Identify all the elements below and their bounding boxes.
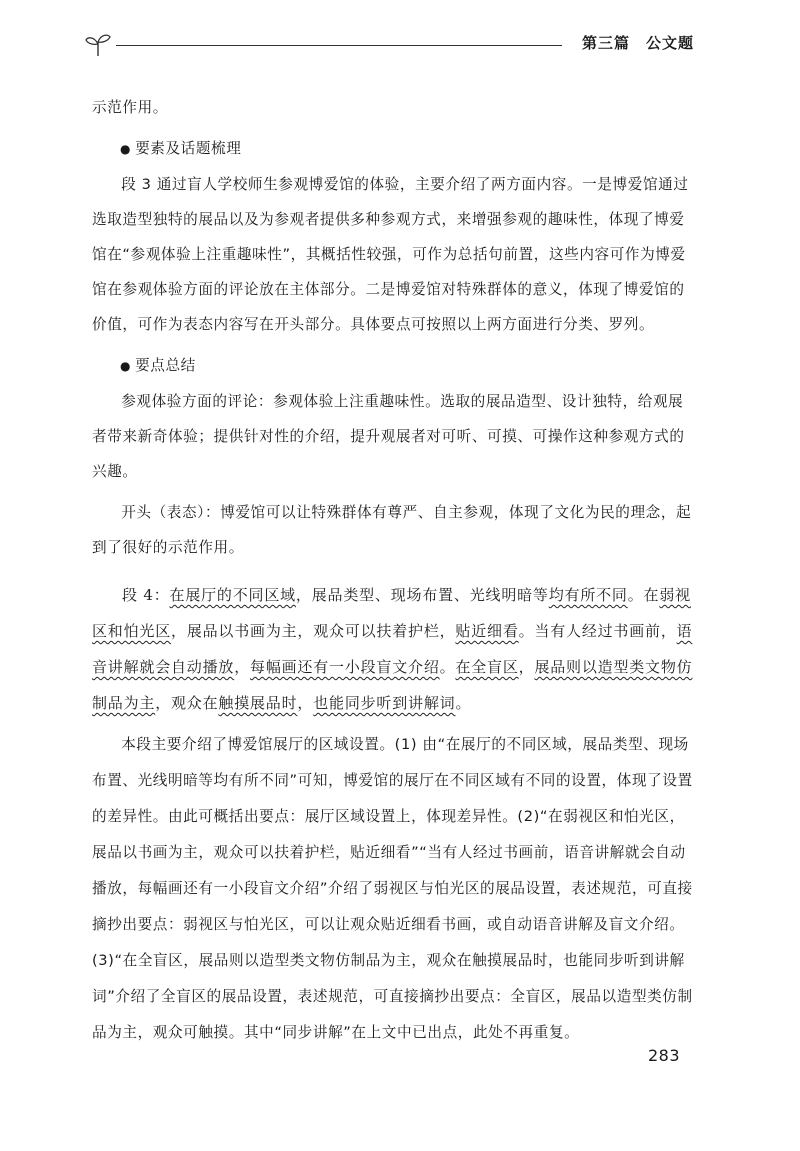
bullet-heading-summary: ● 要点总结 [120, 357, 196, 374]
page-content [92, 90, 696, 1051]
underlined-phrase: 每幅画还有一小段盲文介绍 [250, 658, 440, 676]
page-number: 283 [648, 1046, 681, 1065]
paragraph-opening: 开头（表态）：博爱馆可以让特殊群体有尊严、自主参观，体现了文化为民的理念，起到了很好的示范作用。 [92, 504, 692, 556]
underlined-phrase: 在展厅的不同区域 [169, 586, 296, 604]
underlined-phrase: 贴近细看 [455, 622, 519, 640]
underlined-phrase: 语音讲解就会自动播放 [92, 622, 693, 676]
chapter-title: 第三篇 公文题 [581, 34, 694, 52]
header-rule-end [544, 45, 562, 46]
bullet-dot-icon: ● [120, 359, 132, 373]
paragraph-elements-analysis: 段 3 通过盲人学校师生参观博爱馆的体验，主要介绍了两方面内容。一是博爱馆通过选取造型独特的展品以及为参观者提供多种参观方式，来增强参观的趣味性，体现了博爱馆在“参观体验上注重趣味性”，其概括性较强，可作为总括句前置，这些内容可作为博爱馆在参观体验方面的评论放在主体部分。二是博爱馆对特殊群体的意义，体现了博爱馆的价值，可作为表态内容写在开头部分。具体要点可按照以上两方面进行分类、罗列。 [92, 176, 689, 333]
bullet-dot-icon: ● [120, 142, 132, 156]
paragraph-summary: 参观体验方面的评论：参观体验上注重趣味性。选取的展品造型、设计独特，给观展者带来新奇体验；提供针对性的介绍，提升观展者对可听、可摸、可操作这种参观方式的兴趣。 [92, 393, 685, 480]
sprout-icon [84, 30, 112, 58]
underlined-phrase: 均有所不同 [548, 586, 628, 604]
underlined-phrase: 展品则以造型类文物仿制品为主 [92, 658, 693, 712]
page-header [84, 28, 694, 58]
bullet-heading-elements: ● 要素及话题梳理 [120, 140, 242, 157]
paragraph-continuation: 示范作用。 [92, 99, 168, 116]
underlined-phrase: 触摸展品时 [218, 694, 298, 712]
header-rule [116, 45, 544, 46]
underlined-phrase: 在全盲区 [455, 658, 519, 676]
underlined-phrase: 也能同步听到讲解词 [313, 694, 456, 712]
paragraph-segment-4-analysis: 本段主要介绍了博爱馆展厅的区域设置。(1) 由“在展厅的不同区域，展品类型、现场布置、光线明暗等均有所不同”可知，博爱馆的展厅在不同区域有不同的设置，体现了设置的差异性。由此可概括出要点：展厅区域设置上，体现差异性。(2)“在弱视区和怕光区，展品以书画为主，观众可以扶着护栏，贴近细看”“当有人经过书画前，语音讲解就会自动播放，每幅画还有一小段盲文介绍”介绍了弱视区与怕光区的展品设置，表述规范，可直接摘抄出要点：弱视区与怕光区，可以让观众贴近细看书画，或自动语音讲解及盲文介绍。(3)“在全盲区，展品则以造型类文物仿制品为主，观众在触摸展品时，也能同步听到讲解词”介绍了全盲区的展品设置，表述规范，可直接摘抄出要点：全盲区，展品以造型类仿制品为主，观众可触摸。其中“同步讲解”在上文中已出点，此处不再重复。 [92, 736, 693, 1041]
underlined-phrase: 弱视区和怕光区 [92, 586, 691, 640]
paragraph-segment-4: 段 4：在展厅的不同区域，展品类型、现场布置、光线明暗等均有所不同。在弱视区和怕光区，展品以书画为主，观众可以扶着护栏，贴近细看。当有人经过书画前，语音讲解就会自动播放，每幅画还有一小段盲文介绍。在全盲区，展品则以造型类文物仿制品为主，观众在触摸展品时，也能同步听到讲解词。 [92, 586, 693, 712]
